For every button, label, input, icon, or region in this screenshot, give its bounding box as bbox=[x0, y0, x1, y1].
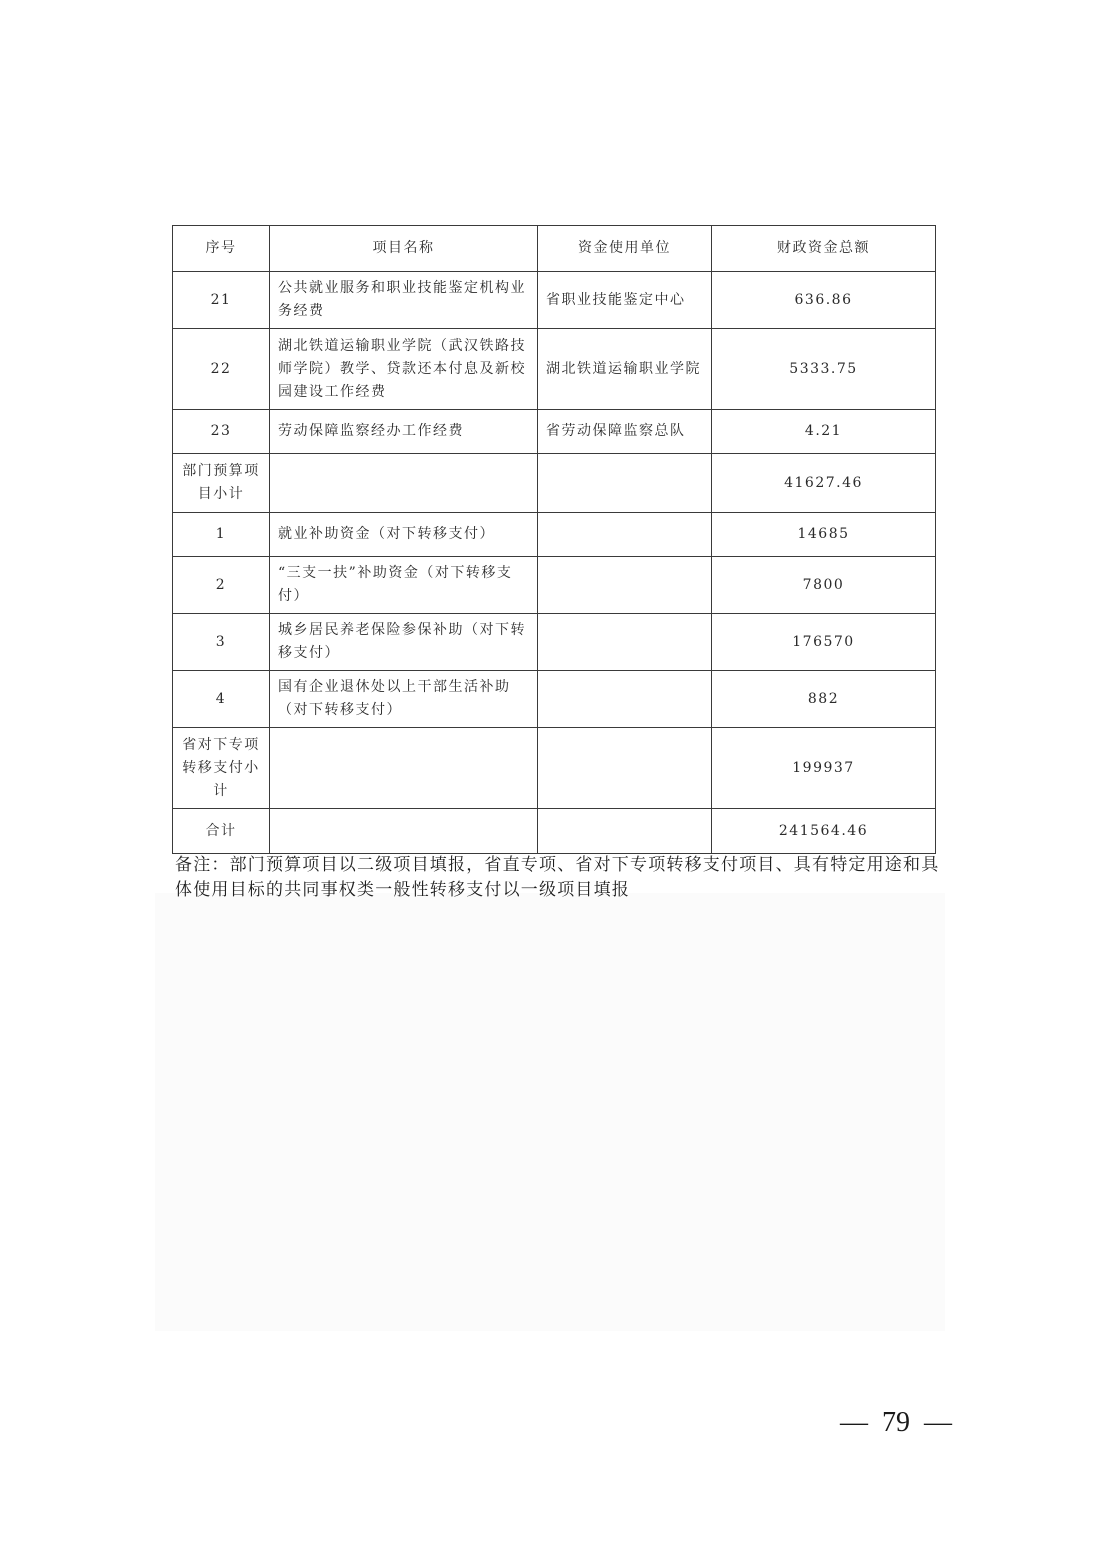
row-project-name: 劳动保障监察经办工作经费 bbox=[270, 410, 538, 454]
row-amount: 882 bbox=[712, 671, 936, 728]
row-funding-unit bbox=[538, 557, 712, 614]
row-funding-unit: 湖北铁道运输职业学院 bbox=[538, 329, 712, 410]
row-project-name: “三支一扶”补助资金（对下转移支付） bbox=[270, 557, 538, 614]
header-funding-unit: 资金使用单位 bbox=[538, 226, 712, 272]
table-row bbox=[173, 671, 936, 728]
row-amount: 636.86 bbox=[712, 272, 936, 329]
table-row bbox=[173, 557, 936, 614]
row-amount: 4.21 bbox=[712, 410, 936, 454]
row-index: 21 bbox=[173, 272, 270, 329]
row-project-name bbox=[270, 809, 538, 854]
table-row bbox=[173, 410, 936, 454]
row-funding-unit: 省劳动保障监察总队 bbox=[538, 410, 712, 454]
table-row bbox=[173, 329, 936, 410]
row-funding-unit bbox=[538, 513, 712, 557]
row-funding-unit bbox=[538, 454, 712, 513]
table-row bbox=[173, 272, 936, 329]
row-index: 3 bbox=[173, 614, 270, 671]
row-amount: 199937 bbox=[712, 728, 936, 809]
header-total-amount: 财政资金总额 bbox=[712, 226, 936, 272]
row-funding-unit bbox=[538, 671, 712, 728]
row-index: 1 bbox=[173, 513, 270, 557]
row-index: 部门预算项目小计 bbox=[173, 454, 270, 513]
row-index: 2 bbox=[173, 557, 270, 614]
table-header-row bbox=[173, 226, 936, 272]
row-funding-unit bbox=[538, 809, 712, 854]
row-index: 省对下专项转移支付小计 bbox=[173, 728, 270, 809]
table-row bbox=[173, 614, 936, 671]
row-project-name: 城乡居民养老保险参保补助（对下转移支付） bbox=[270, 614, 538, 671]
header-index: 序号 bbox=[173, 226, 270, 272]
row-project-name bbox=[270, 454, 538, 513]
row-index: 4 bbox=[173, 671, 270, 728]
table-row bbox=[173, 513, 936, 557]
row-project-name: 公共就业服务和职业技能鉴定机构业务经费 bbox=[270, 272, 538, 329]
row-amount: 241564.46 bbox=[712, 809, 936, 854]
row-index: 23 bbox=[173, 410, 270, 454]
subtotal-row bbox=[173, 728, 936, 809]
background-panel bbox=[155, 893, 945, 1331]
subtotal-row bbox=[173, 454, 936, 513]
row-project-name bbox=[270, 728, 538, 809]
row-funding-unit: 省职业技能鉴定中心 bbox=[538, 272, 712, 329]
row-amount: 7800 bbox=[712, 557, 936, 614]
row-funding-unit bbox=[538, 728, 712, 809]
row-index: 合计 bbox=[173, 809, 270, 854]
budget-table bbox=[172, 225, 936, 854]
row-amount: 176570 bbox=[712, 614, 936, 671]
row-funding-unit bbox=[538, 614, 712, 671]
row-index: 22 bbox=[173, 329, 270, 410]
row-amount: 14685 bbox=[712, 513, 936, 557]
page-number: — 79 — bbox=[840, 1407, 952, 1438]
row-project-name: 就业补助资金（对下转移支付） bbox=[270, 513, 538, 557]
row-project-name: 湖北铁道运输职业学院（武汉铁路技师学院）教学、贷款还本付息及新校园建设工作经费 bbox=[270, 329, 538, 410]
total-row bbox=[173, 809, 936, 854]
header-project-name: 项目名称 bbox=[270, 226, 538, 272]
row-amount: 5333.75 bbox=[712, 329, 936, 410]
row-project-name: 国有企业退休处以上干部生活补助（对下转移支付） bbox=[270, 671, 538, 728]
footnote: 备注：部门预算项目以二级项目填报，省直专项、省对下专项转移支付项目、具有特定用途和具体使用目标的共同事权类一般性转移支付以一级项目填报 bbox=[175, 855, 940, 900]
row-amount: 41627.46 bbox=[712, 454, 936, 513]
